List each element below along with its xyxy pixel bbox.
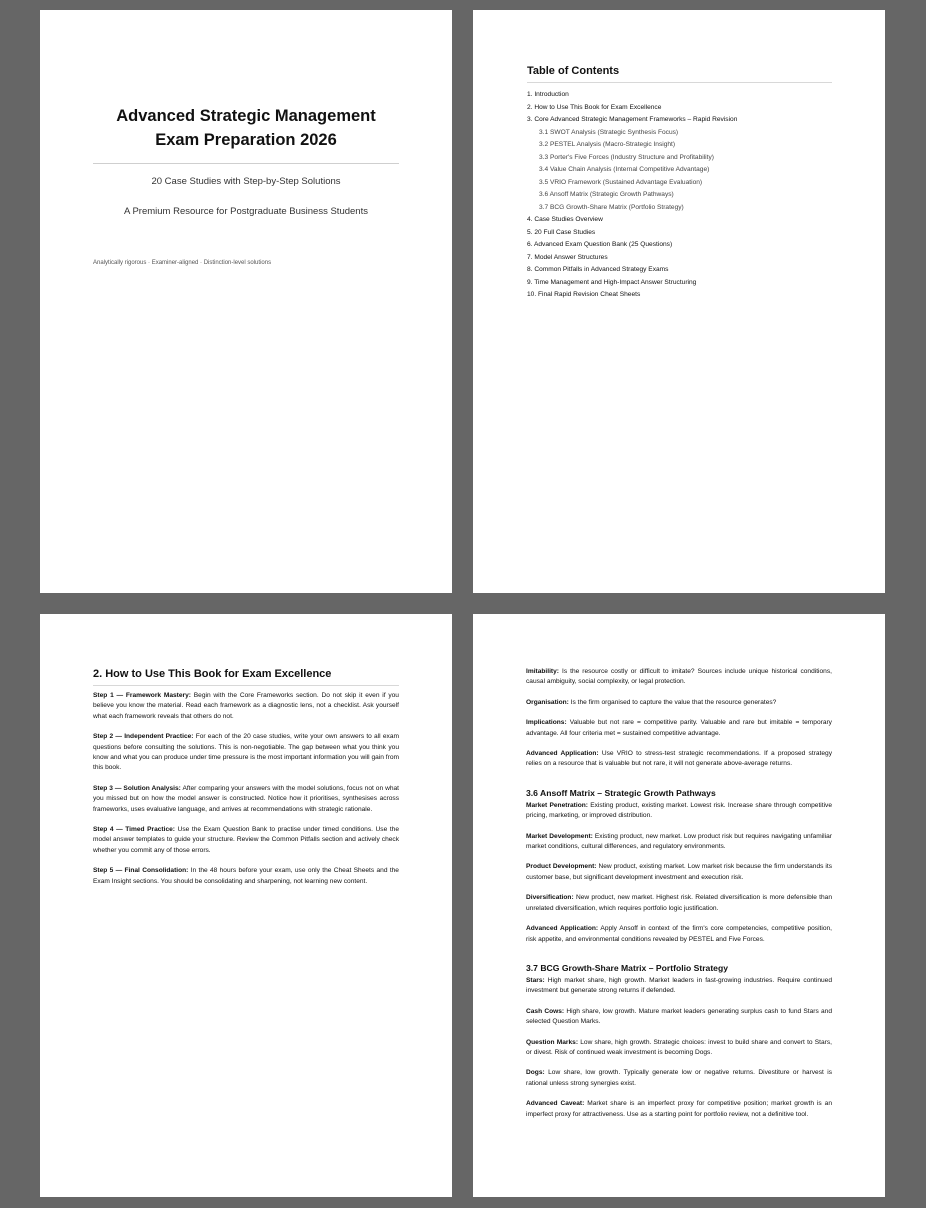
term-label: Advanced Caveat: — [526, 1100, 585, 1108]
term-label: Advanced Application: — [526, 750, 599, 758]
toc-item[interactable]: 4. Case Studies Overview — [527, 216, 603, 223]
term-text: Is the resource costly or difficult to imitate? Sources include unique historical conditions, causal ambiguity, social complexity, or legal protection. — [526, 668, 832, 686]
cover-tagline: A Premium Resource for Postgraduate Business Students — [124, 206, 368, 217]
term-label: Implications: — [526, 719, 567, 727]
toc-divider — [527, 82, 832, 83]
term-label: Organisation: — [526, 698, 569, 706]
toc-item[interactable]: 3. Core Advanced Strategic Management Frameworks – Rapid Revision — [527, 116, 738, 123]
bcg-heading: 3.7 BCG Growth-Share Matrix – Portfolio Strategy — [526, 962, 728, 973]
step-text: In the 48 hours before your exam, use only the Cheat Sheets and the Exam Insight sections. You should be consolidating and sharpening, not learning new content. — [93, 867, 399, 885]
term-text: Valuable but not rare = competitive parity. Valuable and rare but imitable = temporary advantage. All four criteria met = sustained competitive advantage. — [526, 719, 832, 737]
toc-subitem[interactable]: 3.7 BCG Growth-Share Matrix (Portfolio Strategy) — [539, 203, 684, 211]
page-how-to-use — [40, 614, 452, 1197]
bcg-paragraph — [526, 1068, 832, 1089]
step-text: Begin with the Core Frameworks section. Do not skip it even if you believe you know the material. Read each framework as a diagnostic lens, not a checklist. Ask yourself what each framework reveals that others do not. — [93, 692, 399, 720]
term-label: Question Marks: — [526, 1038, 579, 1046]
step-paragraph — [93, 691, 399, 722]
section-heading: 2. How to Use This Book for Exam Excellence — [93, 668, 332, 680]
toc-subitem[interactable]: 3.4 Value Chain Analysis (Internal Competitive Advantage) — [539, 166, 710, 173]
toc-list — [527, 89, 837, 302]
bcg-paragraph — [526, 1038, 832, 1059]
step-paragraph — [93, 825, 399, 856]
cover-footer-note: Analytically rigorous · Examiner-aligned · Distinction-level solutions — [93, 260, 272, 266]
toc-item[interactable]: 2. How to Use This Book for Exam Excellence — [527, 103, 662, 111]
vrio-paragraph — [526, 698, 832, 708]
toc-item[interactable]: 1. Introduction — [527, 91, 569, 98]
section-divider — [93, 685, 399, 686]
ansoff-paragraph — [526, 832, 832, 853]
step-text: After comparing your answers with the model solutions, focus not on what you missed but on how the model answer is constructed. Notice how it prioritises, synthesises across frameworks, uses evaluative language, and arrives at recommendations with strategic rationale. — [93, 784, 400, 813]
step-label: Step 5 — Final Consolidation: — [93, 867, 189, 875]
step-text: Use the Exam Question Bank to practise under timed conditions. Use the model answer templates to guide your structure. Review the Common Pitfalls section and actively check whether you commit any of those errors. — [93, 826, 399, 854]
vrio-paragraph — [526, 718, 832, 739]
term-text: Use VRIO to stress-test strategic recommendations. If a proposed strategy relies on a resource that is valuable but not rare, it will not generate above-average returns. — [526, 750, 833, 768]
bcg-paragraph — [526, 1099, 832, 1120]
term-text: Low share, high growth. Strategic choices: invest to build share and convert to Stars, or divest. Risk of continued weak investment is becoming Dogs. — [526, 1038, 832, 1056]
toc-subitem[interactable]: 3.1 SWOT Analysis (Strategic Synthesis Focus) — [539, 128, 679, 136]
term-text: Existing product, new market. Low product risk but requires navigating unfamiliar market conditions, cultural differences, and regulatory environments. — [526, 832, 832, 851]
toc-subitem[interactable]: 3.3 Porter's Five Forces (Industry Structure and Profitability) — [539, 153, 714, 161]
step-label: Step 1 — Framework Mastery: — [93, 692, 191, 699]
step-paragraph — [93, 784, 399, 815]
ansoff-paragraph — [526, 924, 832, 945]
step-label: Step 2 — Independent Practice: — [93, 733, 194, 741]
term-label: Imitability: — [526, 668, 559, 675]
vrio-paragraph — [526, 667, 832, 688]
toc-item[interactable]: 5. 20 Full Case Studies — [527, 228, 596, 236]
toc-subitem[interactable]: 3.5 VRIO Framework (Sustained Advantage Evaluation) — [539, 178, 703, 186]
step-paragraph — [93, 732, 399, 774]
toc-item[interactable]: 6. Advanced Exam Question Bank (25 Questions) — [527, 241, 673, 248]
toc-heading: Table of Contents — [527, 65, 620, 77]
toc-item[interactable]: 9. Time Management and High-Impact Answer Structuring — [527, 278, 697, 286]
term-label: Dogs: — [526, 1069, 545, 1077]
step-paragraph — [93, 866, 399, 887]
toc-subitem[interactable]: 3.2 PESTEL Analysis (Macro-Strategic Insight) — [539, 141, 676, 148]
term-label: Stars: — [526, 976, 545, 984]
steps-column — [93, 691, 399, 897]
frameworks-column — [526, 667, 832, 1130]
bcg-paragraph — [526, 976, 832, 997]
cover-title — [40, 104, 452, 152]
cover-title-line1: Advanced Strategic Management — [116, 107, 376, 125]
toc-item[interactable]: 10. Final Rapid Revision Cheat Sheets — [527, 291, 641, 298]
term-text: Apply Ansoff in context of the firm's core competencies, competitive position, risk appetite, and environmental conditions revealed by PESTEL and Five Forces. — [526, 925, 833, 943]
term-text: High share, low growth. Mature market leaders generating surplus cash to fund Stars and selected Question Marks. — [526, 1007, 832, 1026]
step-label: Step 3 — Solution Analysis: — [93, 784, 181, 792]
term-text: High market share, high growth. Market leaders in fast-growing industries. Require continued investment but generate strong returns if defended. — [526, 976, 833, 995]
ansoff-heading: 3.6 Ansoff Matrix – Strategic Growth Pathways — [526, 787, 716, 798]
term-label: Advanced Application: — [526, 925, 599, 933]
vrio-paragraph — [526, 749, 832, 770]
ansoff-paragraph — [526, 862, 832, 883]
page-frameworks — [473, 614, 885, 1197]
toc-subitem[interactable]: 3.6 Ansoff Matrix (Strategic Growth Pathways) — [539, 191, 674, 198]
term-text: Is the firm organised to capture the value that the resource generates? — [570, 698, 777, 706]
step-text: For each of the 20 case studies, write your own answers to all exam questions before consulting the solutions. This is non-negotiable. The gap between what you think you know and what you can produce under time pressure is the most important information you will gain from this book. — [93, 733, 399, 772]
ansoff-paragraph — [526, 801, 832, 822]
step-label: Step 4 — Timed Practice: — [93, 826, 175, 834]
page-cover — [40, 10, 452, 593]
term-label: Diversification: — [526, 894, 574, 902]
term-label: Product Development: — [526, 863, 597, 871]
ansoff-paragraph — [526, 893, 832, 914]
toc-item[interactable]: 8. Common Pitfalls in Advanced Strategy Exams — [527, 266, 669, 273]
toc-item[interactable]: 7. Model Answer Structures — [527, 253, 608, 261]
page-toc — [473, 10, 885, 593]
term-text: Existing product, existing market. Lowest risk. Increase share through competitive pricing, marketing, or improved distribution. — [526, 801, 832, 820]
cover-divider — [93, 163, 399, 164]
bcg-paragraph — [526, 1007, 832, 1028]
term-text: New product, existing market. Low market risk because the firm understands its customer base, but significant development investment and execution risk. — [526, 863, 832, 881]
term-label: Cash Cows: — [526, 1007, 565, 1015]
term-label: Market Development: — [526, 832, 593, 840]
term-text: Market share is an imperfect proxy for competitive position; market growth is an imperfect proxy for attractiveness. Use as a starting point for portfolio review, not a definitive tool. — [526, 1100, 832, 1118]
term-text: New product, new market. Highest risk. Related diversification is more defensible than unrelated diversification, which requires portfolio logic justification. — [526, 894, 832, 912]
cover-subtitle: 20 Case Studies with Step-by-Step Solutions — [151, 176, 341, 187]
term-text: Low share, low growth. Typically generate low or negative returns. Divestiture or harvest is rational unless strong synergies exist. — [526, 1069, 832, 1087]
term-label: Market Penetration: — [526, 801, 588, 809]
cover-title-line2: Exam Preparation 2026 — [155, 131, 337, 149]
